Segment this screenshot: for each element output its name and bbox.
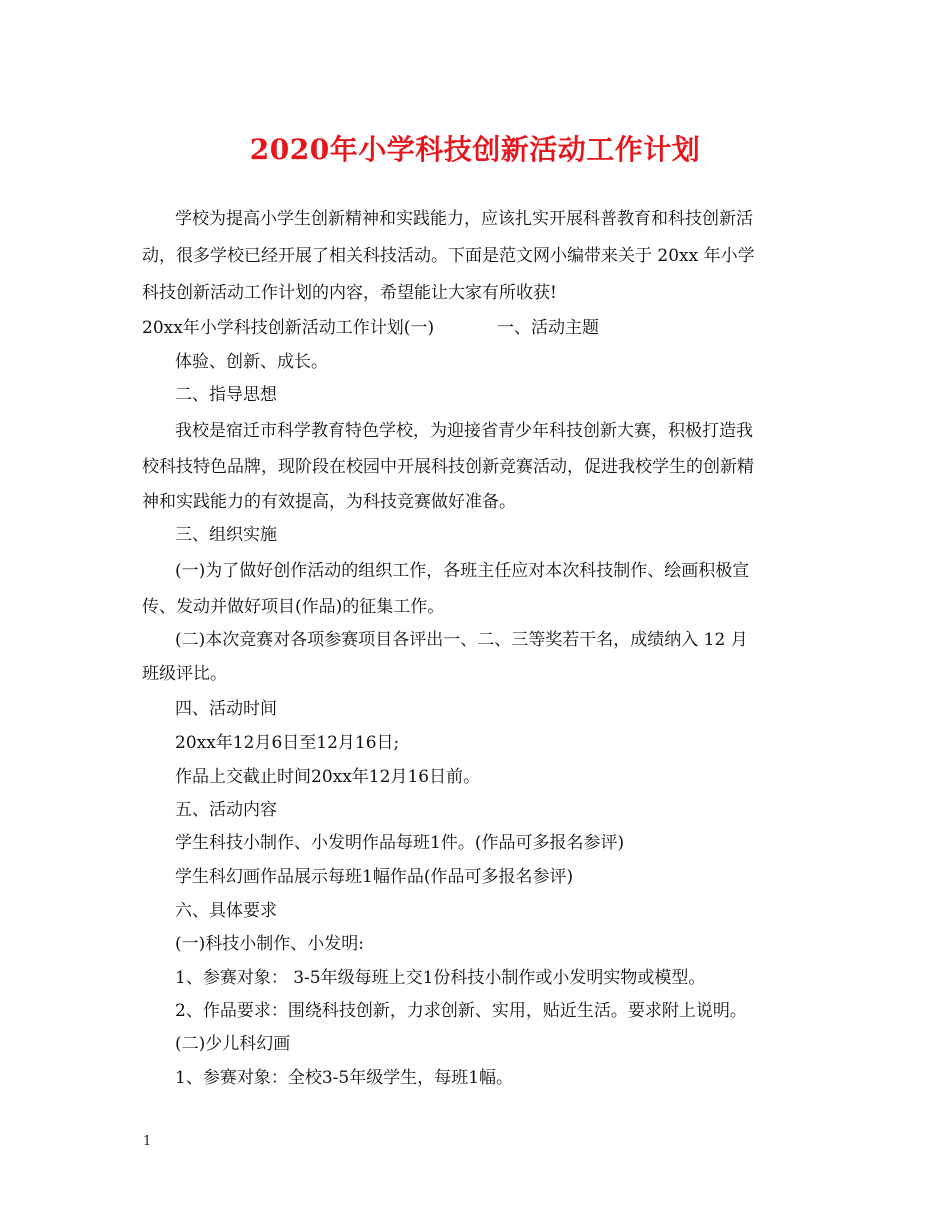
paragraph-line: 作品上交截止时间20xx年12月16日前。 bbox=[175, 767, 481, 787]
paragraph-line: 1、参赛对象： 3-5年级每班上交1份科技小制作或小发明实物或模型。 bbox=[175, 968, 706, 988]
paragraph-line: (一)科技小制作、小发明: bbox=[175, 934, 364, 954]
section-heading: (二)少儿科幻画 bbox=[175, 1034, 291, 1054]
paragraph-line: 校科技特色品牌，现阶段在校园中开展科技创新竞赛活动，促进我校学生的创新精 bbox=[142, 457, 754, 477]
section-heading: 20xx年小学科技创新活动工作计划(一) bbox=[142, 318, 435, 338]
section-heading: 一、活动主题 bbox=[497, 318, 599, 338]
paragraph-line: (一)为了做好创作活动的组织工作，各班主任应对本次科技制作、绘画积极宣 bbox=[175, 561, 750, 581]
section-heading: 三、组织实施 bbox=[175, 525, 277, 545]
paragraph-line: (二)本次竞赛对各项参赛项目各评出一、二、三等奖若干名，成绩纳入 12 月 bbox=[175, 630, 748, 650]
paragraph-line: 2、作品要求：围绕科技创新，力求创新、实用，贴近生活。要求附上说明。 bbox=[175, 1001, 747, 1021]
section-heading: 二、指导思想 bbox=[175, 385, 277, 405]
section-heading: 五、活动内容 bbox=[175, 800, 277, 820]
paragraph-line: 学校为提高小学生创新精神和实践能力，应该扎实开展科普教育和科技创新活 bbox=[175, 209, 753, 229]
paragraph-line: 传、发动并做好项目(作品)的征集工作。 bbox=[142, 597, 445, 617]
paragraph-line: 动，很多学校已经开展了相关科技活动。下面是范文网小编带来关于 20xx 年小学 bbox=[142, 246, 755, 266]
paragraph-line: 神和实践能力的有效提高，为科技竞赛做好准备。 bbox=[142, 492, 516, 512]
paragraph-line: 学生科幻画作品展示每班1幅作品(作品可多报名参评) bbox=[175, 867, 574, 887]
page-number: 1 bbox=[143, 1134, 152, 1149]
paragraph-line: 我校是宿迁市科学教育特色学校，为迎接省青少年科技创新大赛，积极打造我 bbox=[175, 421, 753, 441]
paragraph-line: 1、参赛对象：全校3-5年级学生，每班1幅。 bbox=[175, 1068, 514, 1088]
section-heading: 六、具体要求 bbox=[175, 901, 277, 921]
paragraph-line: 班级评比。 bbox=[142, 664, 227, 684]
section-heading: 四、活动时间 bbox=[175, 699, 277, 719]
paragraph-line: 体验、创新、成长。 bbox=[175, 352, 328, 372]
paragraph-line: 科技创新活动工作计划的内容，希望能让大家有所收获! bbox=[142, 283, 557, 303]
paragraph-line: 20xx年12月6日至12月16日; bbox=[175, 733, 400, 753]
document-title: 2020年小学科技创新活动工作计划 bbox=[249, 133, 701, 166]
paragraph-line: 学生科技小制作、小发明作品每班1件。(作品可多报名参评) bbox=[175, 833, 625, 853]
